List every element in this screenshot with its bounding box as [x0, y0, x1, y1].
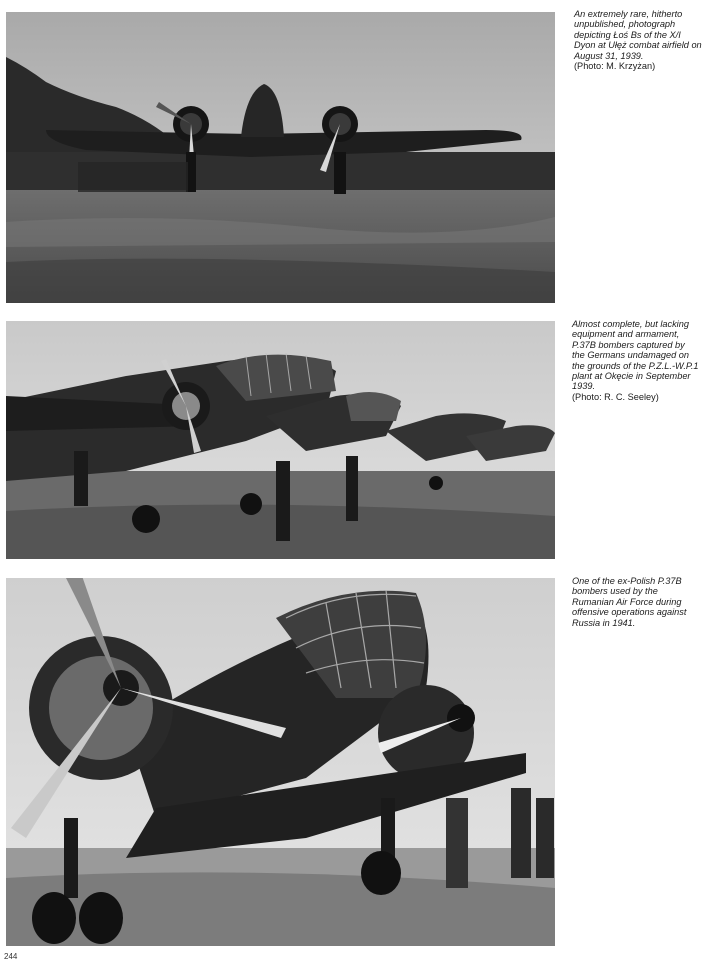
photo-caption: [574, 9, 702, 71]
photo-credit: (Photo: R. C. Seeley): [572, 391, 659, 402]
photo-captured-bombers-row: [6, 321, 555, 559]
page-number: 244: [4, 952, 18, 961]
caption-text: An extremely rare, hitherto unpublished, photograph depicting Łoś Bs of the X/I Dyon at Ułęż combat airfield on August 31, 1939.: [574, 9, 702, 61]
photo-bomber-on-airfield: [6, 12, 555, 303]
photo-rumanian-bomber-closeup: [6, 578, 555, 946]
photo-credit: (Photo: M. Krzyżan): [574, 61, 656, 72]
caption-text: Almost complete, but lacking equipment and armament, P.37B bombers captured by the Germans undamaged on the grounds of the P.Z.L.-W.P.1 plant at Okęcie in September 1939.: [572, 319, 699, 392]
caption-text: One of the ex-Polish P.37B bombers used by the Rumanian Air Force during offensive operations against Russia in 1941.: [572, 576, 687, 628]
photo-caption: [572, 319, 700, 402]
photo-caption: [572, 576, 700, 628]
